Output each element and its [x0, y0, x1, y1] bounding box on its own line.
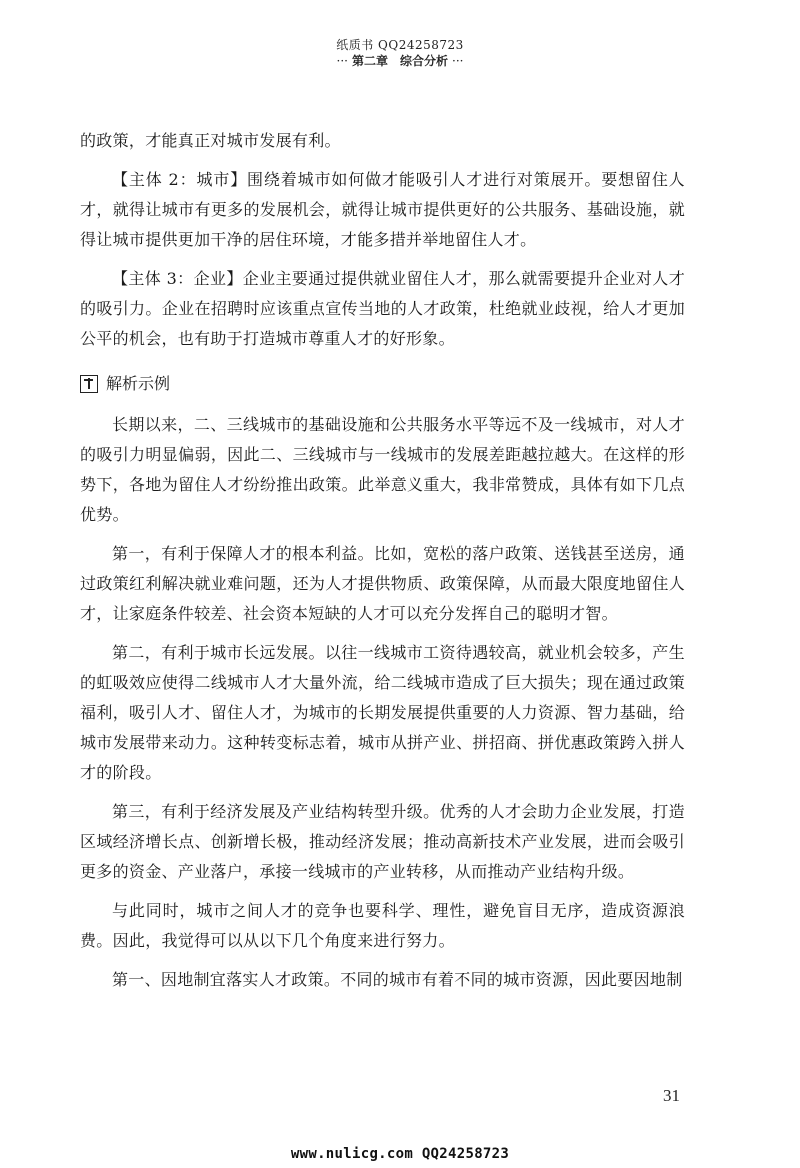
- chapter-title: 第二章 综合分析: [351, 54, 448, 68]
- header-ellipsis-left: ···: [336, 54, 348, 68]
- footer-watermark: www.nulicg.com QQ24258723: [290, 1146, 510, 1162]
- example-paragraph-intro: 长期以来，二、三线城市的基础设施和公共服务水平等远不及一线城市，对人才的吸引力明显偏弱，因此二、三线城市与一线城市的发展差距越拉越大。在这样的形势下，各地为留住人才纷纷推出政策。此举意义重大，我非常赞成，具体有如下几点优势。: [80, 415, 685, 524]
- page-body: [80, 126, 685, 1004]
- book-id-line: 纸质书 QQ24258723: [336, 38, 464, 52]
- example-paragraph-measure-one: 第一、因地制宜落实人才政策。不同的城市有着不同的城市资源，因此要因地制: [112, 970, 683, 989]
- paragraph-subject-city: 【主体 2：城市】围绕着城市如何做才能吸引人才进行对策展开。要想留住人才，就得让城市有更多的发展机会，就得让城市提供更好的公共服务、基础设施，就得让城市提供更加干净的居住环境，才能多措并举地留住人才。: [80, 170, 685, 249]
- section-title: 解析示例: [106, 374, 171, 393]
- running-header: [0, 38, 800, 69]
- page-number: 31: [663, 1086, 680, 1105]
- chapter-line: [0, 54, 800, 69]
- paragraph-continuation: 的政策，才能真正对城市发展有利。: [80, 131, 341, 150]
- paragraph-subject-enterprise: 【主体 3：企业】企业主要通过提供就业留住人才，那么就需要提升企业对人才的吸引力。企业在招聘时应该重点宣传当地的人才政策，杜绝就业歧视，给人才更加公平的机会，也有助于打造城市尊重人才的好形象。: [80, 269, 685, 348]
- section-marker-icon: [80, 375, 98, 393]
- header-ellipsis-right: ···: [452, 54, 464, 68]
- example-paragraph-third: 第三，有利于经济发展及产业结构转型升级。优秀的人才会助力企业发展，打造区域经济增长点、创新增长极，推动经济发展；推动高新技术产业发展，进而会吸引更多的资金、产业落户，承接一线城市的产业转移，从而推动产业结构升级。: [80, 802, 685, 881]
- example-paragraph-transition: 与此同时，城市之间人才的竞争也要科学、理性，避免盲目无序，造成资源浪费。因此，我觉得可以从以下几个角度来进行努力。: [80, 901, 685, 950]
- example-paragraph-second: 第二，有利于城市长远发展。以往一线城市工资待遇较高，就业机会较多，产生的虹吸效应使得二线城市人才大量外流，给二线城市造成了巨大损失；现在通过政策福利，吸引人才、留住人才，为城市的长期发展提供重要的人力资源、智力基础，给城市发展带来动力。这种转变标志着，城市从拼产业、拼招商、拼优惠政策跨入拼人才的阶段。: [80, 643, 685, 782]
- section-heading: [80, 370, 685, 398]
- example-paragraph-first: 第一，有利于保障人才的根本利益。比如，宽松的落户政策、送钱甚至送房，通过政策红利解决就业难问题，还为人才提供物质、政策保障，从而最大限度地留住人才，让家庭条件较差、社会资本短缺的人才可以充分发挥自己的聪明才智。: [80, 544, 685, 623]
